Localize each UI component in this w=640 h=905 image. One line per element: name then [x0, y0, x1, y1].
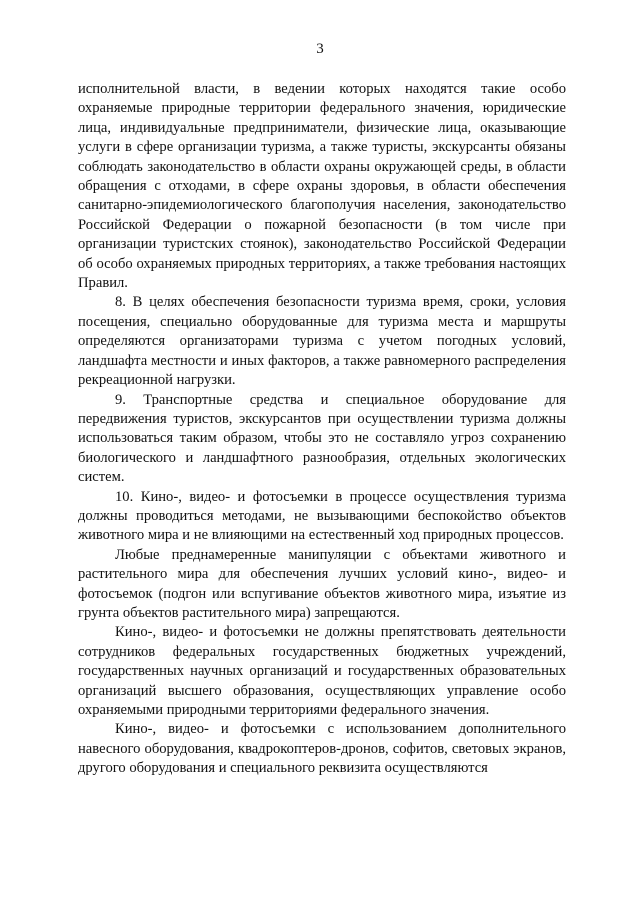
- document-body: [78, 80, 566, 779]
- paragraph-continuation: исполнительной власти, в ведении которых находятся такие особо охраняемые природные территории федерального значения, юридические лица, индивидуальные предприниматели, физические лица, оказывающие услуги в сфере организации туризма, а также туристы, экскурсанты обязаны соблюдать законодательство в области охраны окружающей среды, в области обращения с отходами, в сфере охраны здоровья, в области обеспечения санитарно-эпидемиологического благополучия населения, законодательство Российской Федерации о пожарной безопасности (в том числе при организации туристских стоянок), законодательство Российской Федерации об особо охраняемых природных территориях, а также требования настоящих Правил.: [78, 81, 566, 292]
- paragraph-equipment: Кино-, видео- и фотосъемки с использованием дополнительного навесного оборудования, квадрокоптеров-дронов, софитов, световых экранов, другого оборудования и специального реквизита осуществляются: [78, 721, 566, 777]
- paragraph-item-10: 10. Кино-, видео- и фотосъемки в процессе осуществления туризма должны проводиться методами, не вызывающими беспокойство объектов животного мира и не влияющими на естественный ход природных процессов.: [78, 488, 566, 544]
- paragraph-manipulation-ban: Любые преднамеренные манипуляции с объектами животного и растительного мира для обеспечения лучших условий кино-, видео- и фотосъемок (подгон или вспугивание объектов животного мира, изъятие из грунта объектов растительного мира) запрещаются.: [78, 546, 566, 621]
- paragraph-item-8: 8. В целях обеспечения безопасности туризма время, сроки, условия посещения, специально оборудованные для туризма места и маршруты определяются организаторами туризма с учетом погодных условий, ландшафта местности и иных факторов, а также равномерного распределения рекреационной нагрузки.: [78, 294, 566, 389]
- page-number: 3: [316, 41, 324, 57]
- paragraph-item-9: 9. Транспортные средства и специальное оборудование для передвижения туристов, экскурсантов при осуществлении туризма должны использоваться таким образом, чтобы это не составляло угроз сохранению биологического и ландшафтного разнообразия, отдельных экологических систем.: [78, 391, 566, 486]
- paragraph-no-obstruction: Кино-, видео- и фотосъемки не должны препятствовать деятельности сотрудников федеральных государственных бюджетных учреждений, государственных научных организаций и государственных образовательных организаций высшего образования, осуществляющих управление особо охраняемыми природными территориями федерального значения.: [78, 624, 566, 718]
